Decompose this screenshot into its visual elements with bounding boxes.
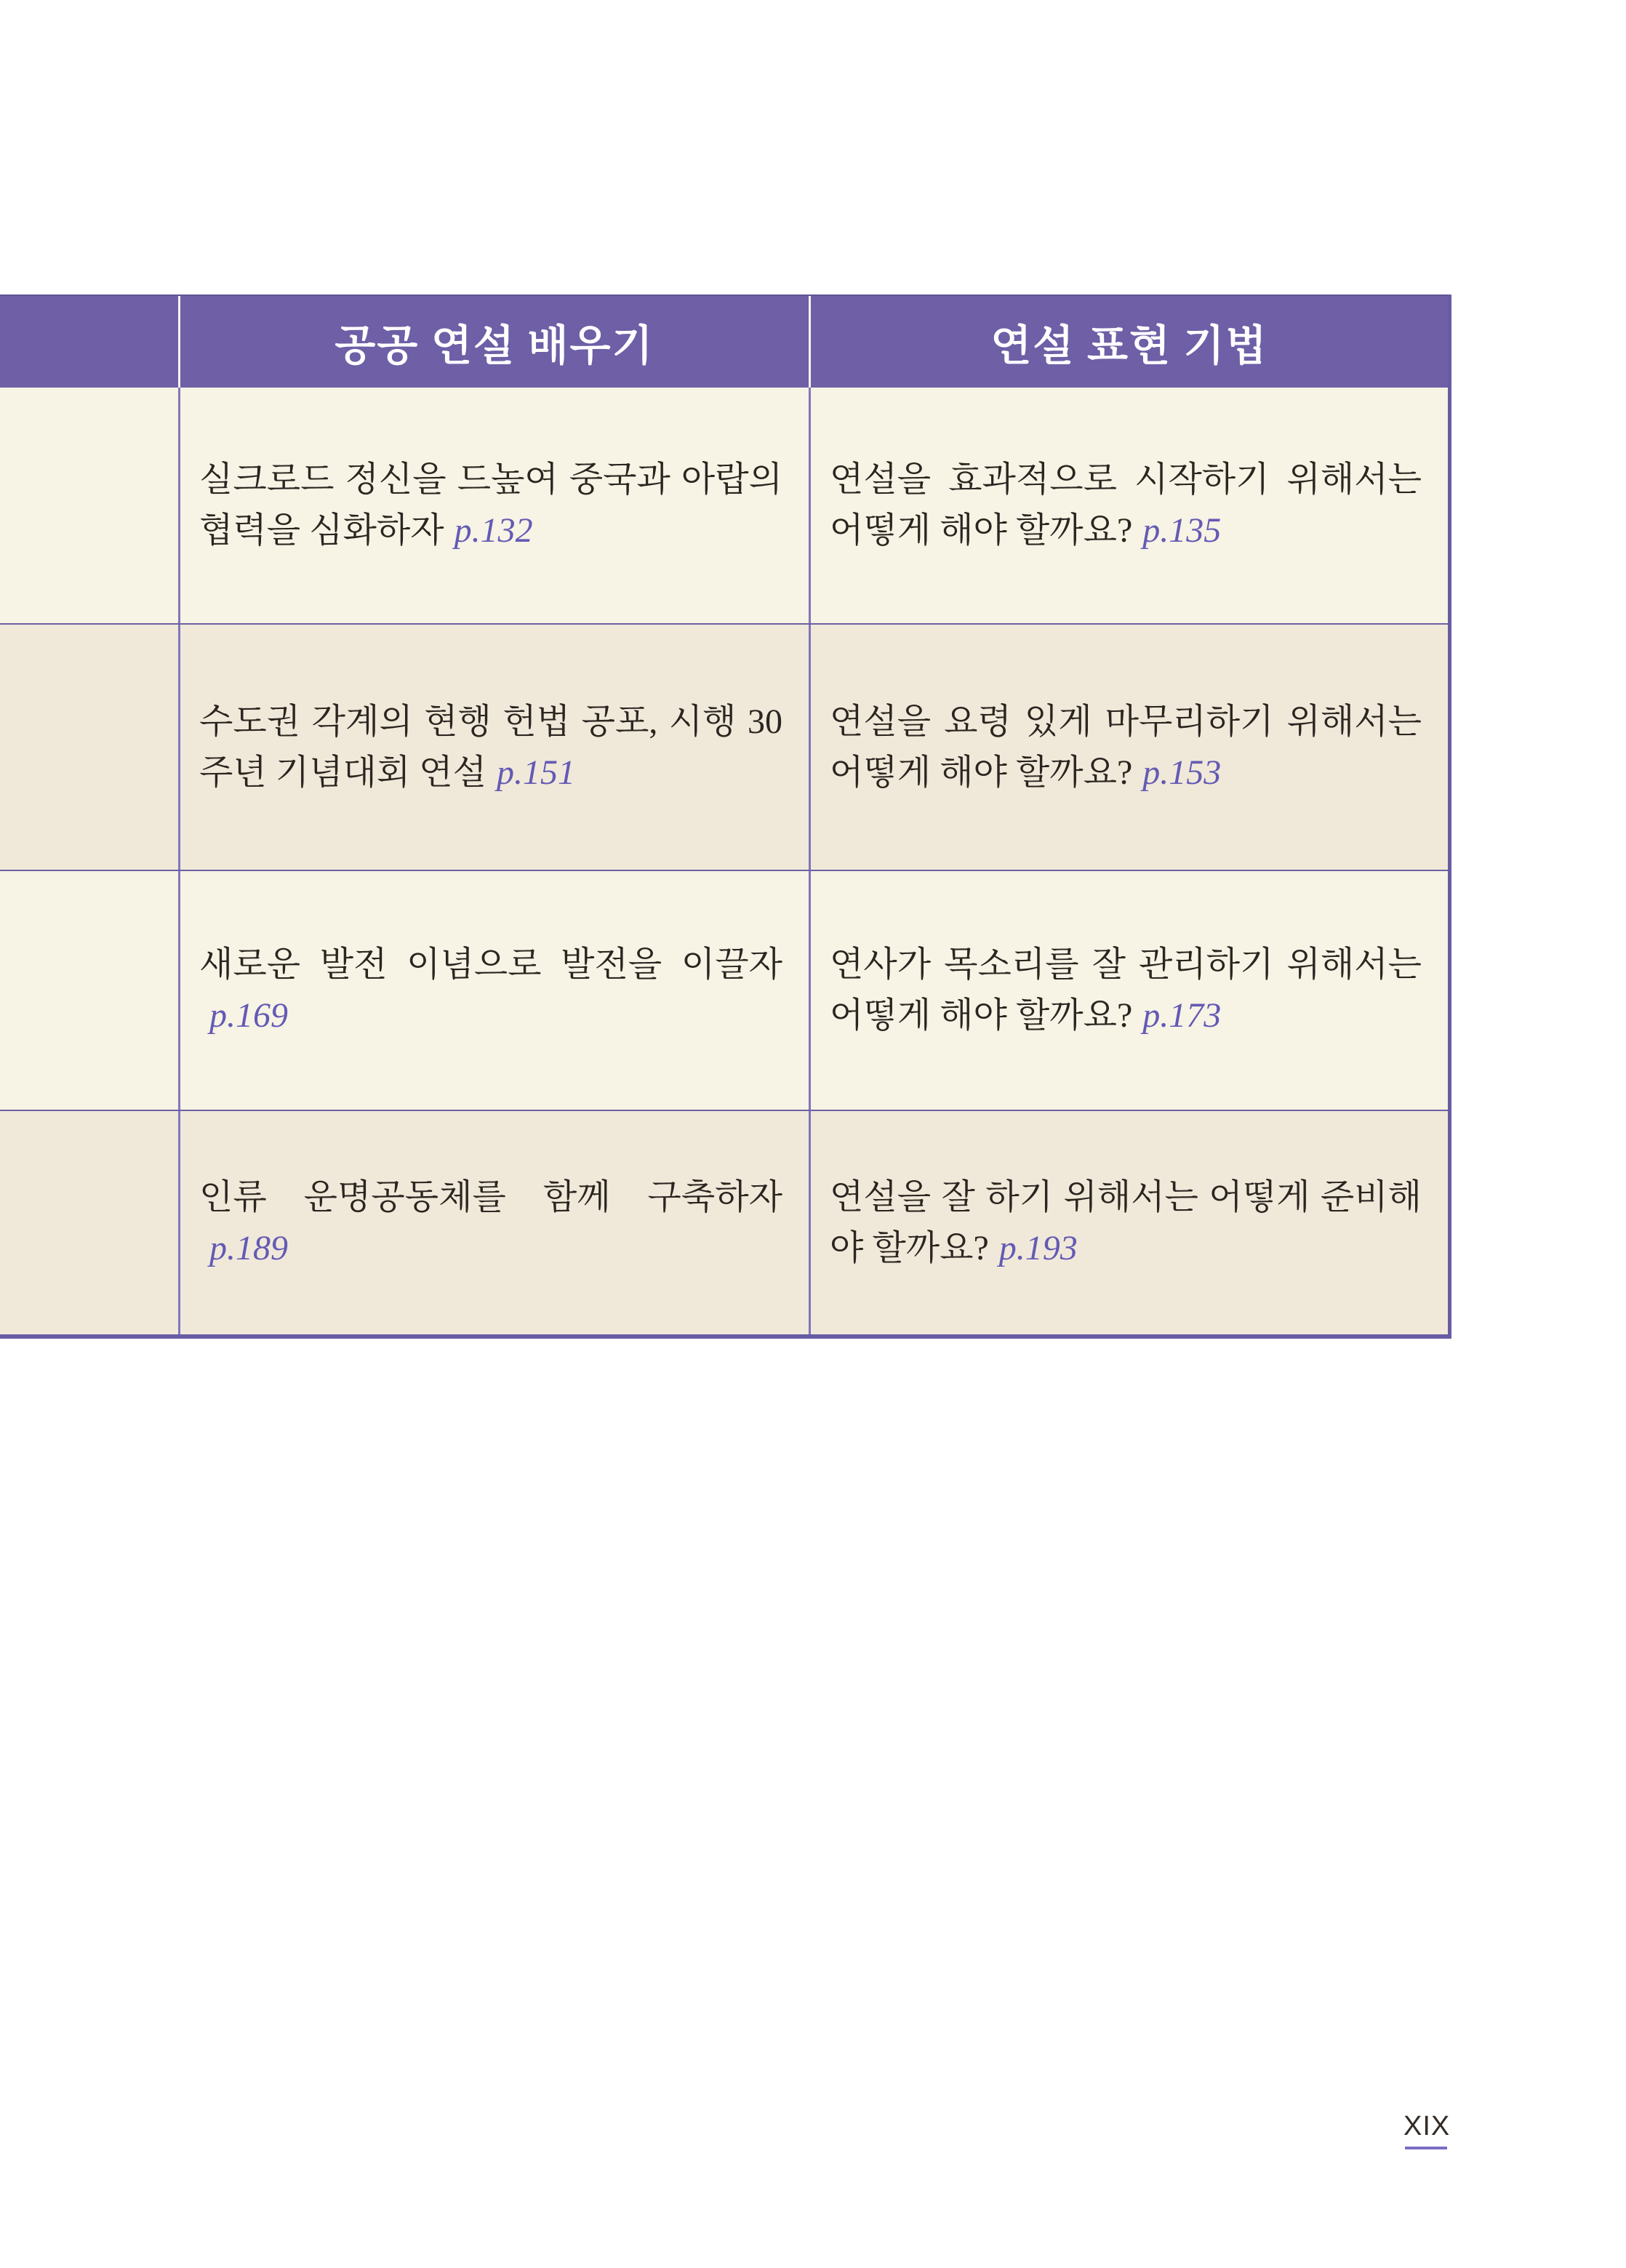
page-reference: p.173 — [1142, 996, 1222, 1035]
page-number: XIX — [1403, 2111, 1451, 2141]
entry-title: 연설을 요령 있게 마무리하기 위해서는 어떻게 해야 할까요? — [830, 702, 1422, 792]
page-reference: p.193 — [998, 1228, 1078, 1267]
table-row — [0, 388, 1448, 623]
row-cell-learn — [180, 625, 811, 870]
page-reference: p.135 — [1142, 511, 1222, 550]
entry-title: 연설을 잘 하기 위해서는 어떻게 준비해야 할까요? — [830, 1177, 1422, 1267]
table-row — [0, 623, 1448, 870]
table-header-row — [0, 294, 1448, 388]
row-cell-left — [0, 625, 180, 870]
entry-title: 수도권 각계의 현행 헌법 공포, 시행 30주년 기념대회 연설 — [199, 702, 782, 792]
row-cell-technique — [811, 871, 1448, 1110]
page-number-block — [1403, 2110, 1449, 2149]
table-row — [0, 1110, 1448, 1334]
row-cell-technique — [811, 625, 1448, 870]
page-reference: p.153 — [1142, 753, 1222, 792]
table-row — [0, 870, 1448, 1110]
page-reference: p.132 — [454, 511, 533, 550]
row-cell-technique — [811, 388, 1448, 623]
row-cell-left — [0, 871, 180, 1110]
row-cell-left — [0, 388, 180, 623]
page-reference: p.189 — [209, 1228, 288, 1267]
page-reference: p.169 — [209, 996, 288, 1035]
toc-table — [0, 294, 1451, 1339]
header-cell-public-speaking: 공공 연설 배우기 — [180, 296, 811, 388]
row-cell-learn — [180, 388, 811, 623]
entry-title: 인류 운명공동체를 함께 구축하자 — [199, 1177, 782, 1217]
row-cell-learn — [180, 1111, 811, 1334]
page-number-underline — [1405, 2147, 1447, 2149]
header-cell-empty — [0, 296, 180, 388]
entry-title: 연사가 목소리를 잘 관리하기 위해서는 어떻게 해야 할까요? — [830, 945, 1422, 1035]
row-cell-learn — [180, 871, 811, 1110]
header-cell-speech-technique: 연설 표현 기법 — [990, 322, 1268, 369]
row-cell-technique — [811, 1111, 1448, 1334]
page-reference: p.151 — [496, 753, 575, 792]
entry-title: 연설을 효과적으로 시작하기 위해서는 어떻게 해야 할까요? — [830, 460, 1422, 550]
entry-title: 새로운 발전 이념으로 발전을 이끌자 — [199, 945, 782, 984]
entry-title: 실크로드 정신을 드높여 중국과 아랍의 협력을 심화하자 — [199, 460, 782, 550]
row-cell-left — [0, 1111, 180, 1334]
